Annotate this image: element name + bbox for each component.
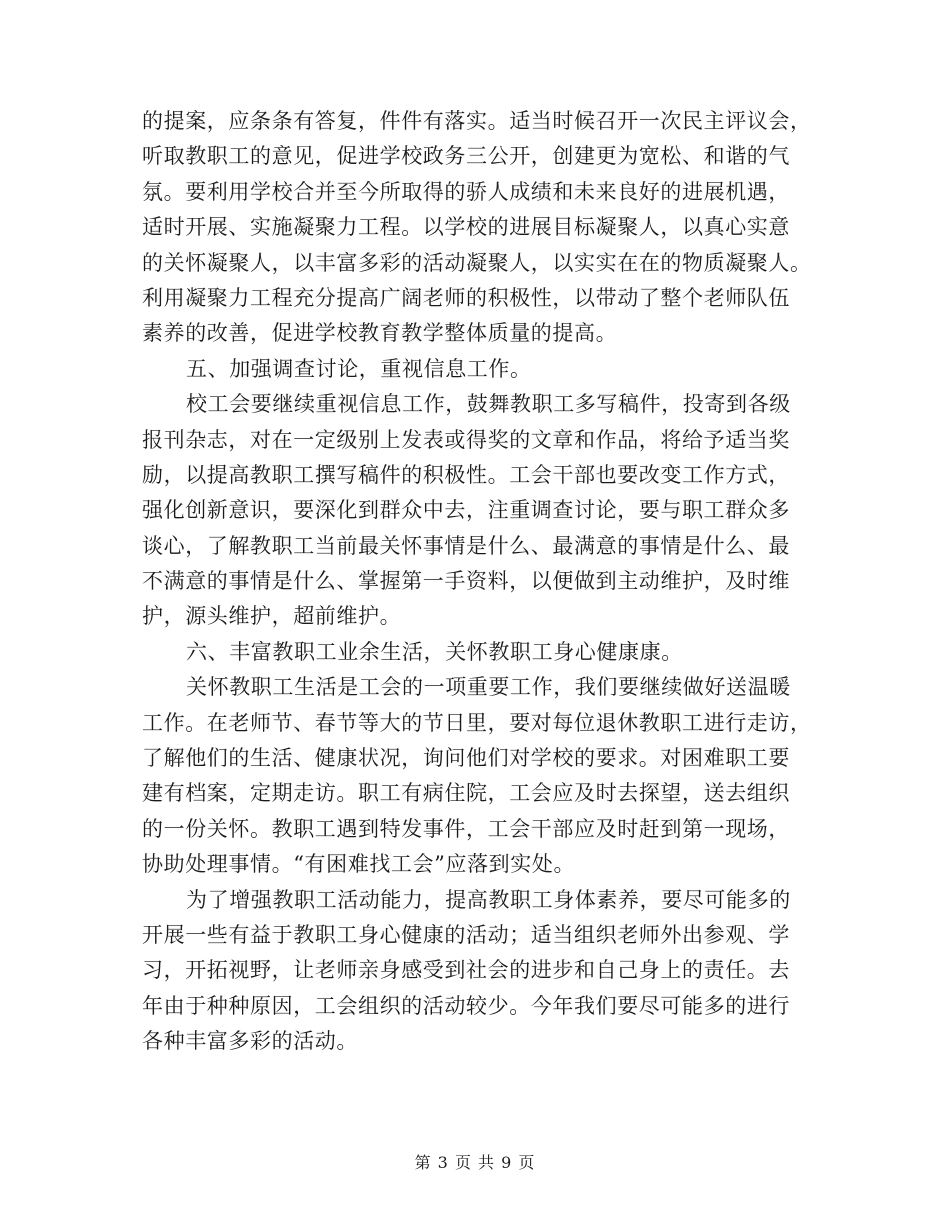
- text-line: 氛。要利用学校合并至今所取得的骄人成绩和未来良好的进展机遇，: [142, 179, 790, 204]
- text-line: 护，源头维护，超前维护。: [142, 604, 402, 629]
- text-line: 的一份关怀。教职工遇到特发事件，工会干部应及时赶到第一现场，: [142, 816, 790, 841]
- text-line: 不满意的事情是什么、掌握第一手资料，以便做到主动维护，及时维: [142, 569, 790, 594]
- text-line: 的提案，应条条有答复，件件有落实。适当时候召开一次民主评议会，: [142, 109, 812, 133]
- section-heading-six: [142, 635, 814, 670]
- document-body: [142, 104, 814, 1060]
- text-line: 年由于种种原因，工会组织的活动较少。今年我们要尽可能多的进行: [142, 993, 790, 1018]
- text-line: 强化创新意识，要深化到群众中去，注重调查讨论，要与职工群众多: [142, 498, 790, 523]
- text-line: 校工会要继续重视信息工作，鼓舞教职工多写稿件，投寄到各级: [186, 392, 791, 417]
- section-heading: 六、丰富教职工业余生活，关怀教职工身心健康康。: [186, 639, 683, 664]
- section-heading-five: [142, 352, 814, 387]
- text-line: 习，开拓视野，让老师亲身感受到社会的进步和自己身上的责任。去: [142, 958, 790, 983]
- text-line: 开展一些有益于教职工身心健康的活动；适当组织老师外出参观、学: [142, 922, 790, 947]
- text-line: 各种丰富多彩的活动。: [142, 1029, 358, 1054]
- text-line: 谈心，了解教职工当前最关怀事情是什么、最满意的事情是什么、最: [142, 533, 790, 558]
- text-line: 报刊杂志，对在一定级别上发表或得奖的文章和作品，将给予适当奖: [142, 427, 790, 452]
- text-line: 利用凝聚力工程充分提高广阔老师的积极性，以带动了整个老师队伍: [142, 285, 790, 310]
- text-line: 素养的改善，促进学校教育教学整体质量的提高。: [142, 321, 618, 346]
- text-line: 听取教职工的意见，促进学校政务三公开，创建更为宽松、和谐的气: [142, 144, 790, 169]
- paragraph-activities: [142, 883, 814, 1060]
- text-line: 工作。在老师节、春节等大的节日里，要对每位退休教职工进行走访，: [142, 710, 812, 735]
- text-line: 协助处理事情。“有困难找工会”应落到实处。: [142, 852, 576, 877]
- paragraph-information-work: [142, 387, 814, 635]
- paragraph-cohesion-project: [142, 104, 814, 352]
- section-heading: 五、加强调查讨论，重视信息工作。: [186, 356, 532, 381]
- page-number-footer: 第 3 页 共 9 页: [414, 1153, 536, 1172]
- text-line: 关怀教职工生活是工会的一项重要工作，我们要继续做好送温暖: [186, 675, 791, 700]
- text-line: 适时开展、实施凝聚力工程。以学校的进展目标凝聚人，以真心实意: [142, 215, 790, 240]
- text-line: 的关怀凝聚人，以丰富多彩的活动凝聚人，以实实在在的物质凝聚人。: [142, 250, 812, 275]
- paragraph-staff-care: [142, 670, 814, 882]
- text-line: 建有档案，定期走访。职工有病住院，工会应及时去探望，送去组织: [142, 781, 790, 806]
- text-line: 为了增强教职工活动能力，提高教职工身体素养，要尽可能多的: [186, 887, 791, 912]
- text-line: 励，以提高教职工撰写稿件的积极性。工会干部也要改变工作方式，: [142, 462, 790, 487]
- text-line: 了解他们的生活、健康状况，询问他们对学校的要求。对困难职工要: [142, 746, 790, 771]
